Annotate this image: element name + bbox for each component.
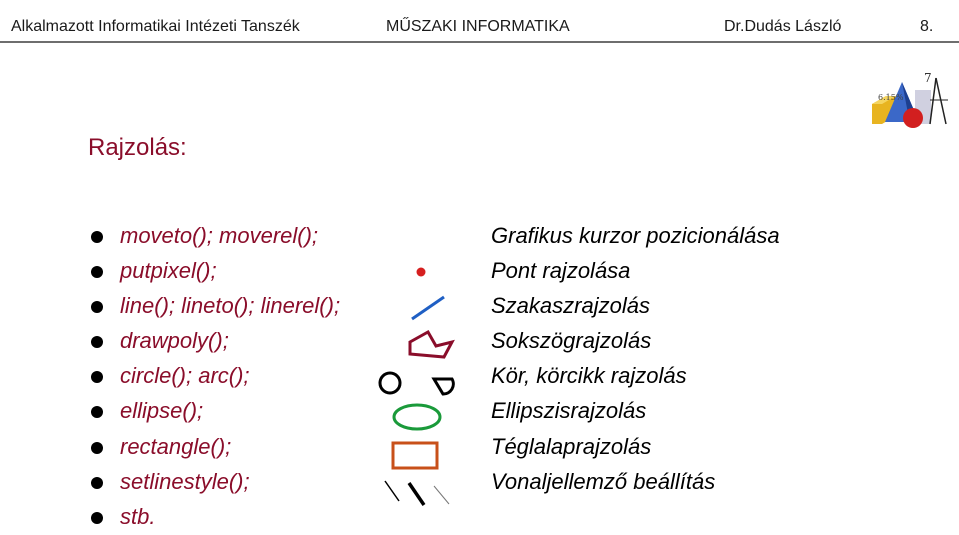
svg-text:6.15%: 6.15%: [878, 93, 904, 102]
description-moveto: Grafikus kurzor pozicionálása: [491, 223, 780, 248]
command-circle: circle(); arc();: [120, 363, 250, 388]
bullet-dot: [91, 406, 103, 418]
description-setlinestyle: Vonaljellemző beállítás: [491, 469, 716, 494]
svg-text:7: 7: [924, 71, 932, 85]
header-author: Dr.Dudás László: [724, 18, 842, 35]
line-style-icon: [385, 481, 449, 505]
command-moveto: moveto(); moverel();: [120, 223, 319, 248]
command-rectangle: rectangle();: [120, 434, 232, 459]
circle-icon: [380, 373, 400, 393]
header-page-number: 8.: [920, 18, 934, 35]
description-putpixel: Pont rajzolása: [491, 258, 631, 283]
description-ellipse: Ellipszisrajzolás: [491, 398, 647, 423]
bullet-dot: [91, 336, 103, 348]
command-ellipse: ellipse();: [120, 398, 204, 423]
bullet-dot: [91, 512, 103, 524]
line-segment-icon: [412, 297, 444, 319]
rectangle-icon: [393, 443, 437, 468]
arc-sector-icon: [434, 379, 453, 394]
ellipse-icon: [394, 405, 440, 429]
description-line: Szakaszrajzolás: [491, 293, 650, 318]
header-course: MŰSZAKI INFORMATIKA: [386, 18, 570, 35]
command-line: line(); lineto(); linerel();: [120, 293, 341, 318]
math-logo-icon: [872, 71, 948, 128]
bullet-dot: [91, 231, 103, 243]
polygon-icon: [410, 332, 452, 357]
bullet-dot: [91, 477, 103, 489]
bullet-dot: [91, 266, 103, 278]
command-putpixel: putpixel();: [120, 258, 217, 283]
bullet-dot: [91, 442, 103, 454]
slide-title: Rajzolás:: [88, 134, 187, 161]
description-rectangle: Téglalaprajzolás: [491, 434, 652, 459]
bullet-dot: [91, 371, 103, 383]
description-drawpoly: Sokszögrajzolás: [491, 328, 652, 353]
command-drawpoly: drawpoly();: [120, 328, 229, 353]
command-etc: stb.: [120, 504, 156, 529]
pixel-dot-icon: [417, 268, 426, 277]
command-setlinestyle: setlinestyle();: [120, 469, 250, 494]
header-department: Alkalmazott Informatikai Intézeti Tanszék: [11, 18, 300, 35]
description-circle: Kör, körcikk rajzolás: [491, 363, 687, 388]
bullet-dot: [91, 301, 103, 313]
